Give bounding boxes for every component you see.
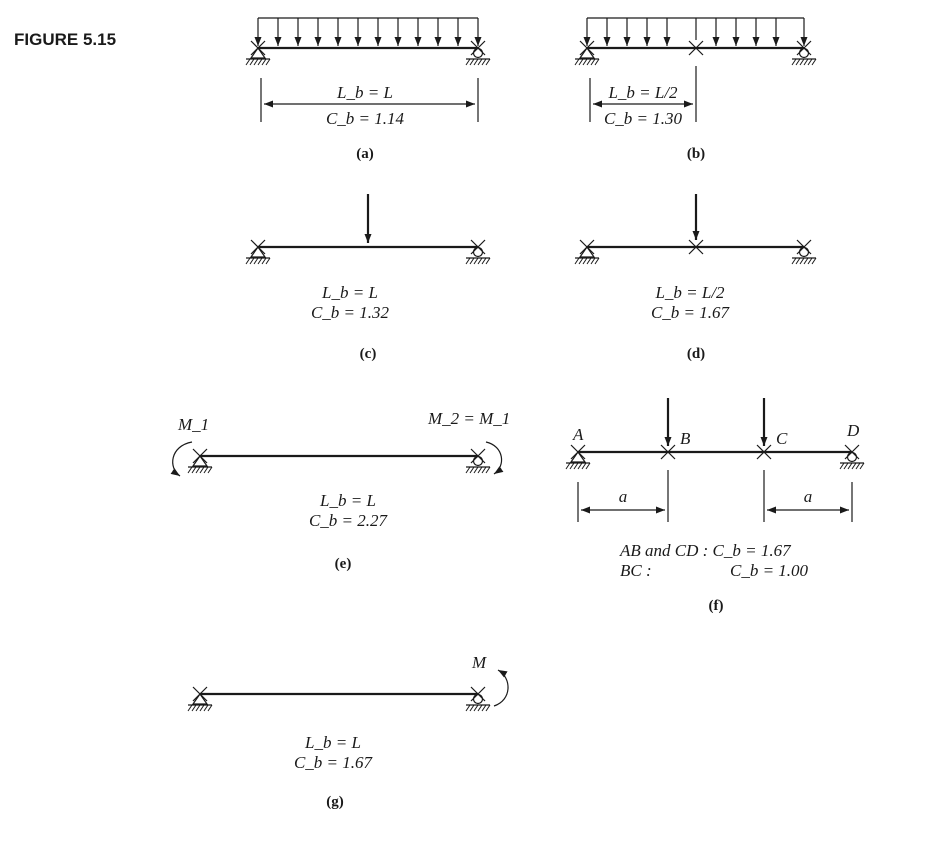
cb-label: C_b = 2.27 <box>308 511 388 530</box>
lb-label: L_b = L <box>337 83 393 102</box>
case-c <box>246 194 490 362</box>
cb-label: C_b = 1.67 <box>650 303 730 322</box>
lb-label: L_b = L <box>320 491 376 510</box>
pin-support-icon <box>188 449 212 473</box>
moment-left-label: M_1 <box>178 415 210 434</box>
roller-support-icon <box>840 445 864 469</box>
figure-label: FIGURE 5.15 <box>14 30 117 49</box>
roller-support-icon <box>466 449 490 473</box>
caption-c: (c) <box>359 346 377 362</box>
lb-label: L_b = L <box>305 733 361 752</box>
case-f <box>566 398 864 614</box>
cb-bc-label: C_b = 1.00 <box>730 561 809 580</box>
moment-label: M <box>472 653 487 672</box>
point-a-label: A <box>573 425 584 444</box>
cb-label: C_b = 1.30 <box>603 109 683 128</box>
cb-ab-cd-label: AB and CD : C_b = 1.67 <box>620 541 791 560</box>
case-d <box>575 194 816 362</box>
caption-a: (a) <box>356 146 374 162</box>
lb-label: L_b = L/2 <box>655 283 725 302</box>
dimension-a-label: a <box>618 487 628 506</box>
caption-d: (d) <box>686 346 706 362</box>
dimension-a-label: a <box>803 487 813 506</box>
point-d-label: D <box>847 421 860 440</box>
cb-label: C_b = 1.32 <box>310 303 390 322</box>
pin-support-icon <box>575 240 599 264</box>
caption-e: (e) <box>334 556 352 572</box>
point-c-label: C <box>776 429 788 448</box>
pin-support-icon <box>188 687 212 711</box>
lb-label: L_b = L <box>322 283 378 302</box>
cb-label: C_b = 1.67 <box>293 753 373 772</box>
moment-right-label: M_2 = M_1 <box>428 409 511 428</box>
caption-g: (g) <box>326 794 344 810</box>
case-e <box>173 409 511 572</box>
roller-support-icon <box>466 687 490 711</box>
caption-f: (f) <box>708 598 724 614</box>
cb-label: C_b = 1.14 <box>325 109 405 128</box>
roller-support-icon <box>466 240 490 264</box>
pin-support-icon <box>566 445 590 469</box>
case-g <box>188 653 508 810</box>
moment-arrow-icon <box>494 670 508 706</box>
lb-label: L_b = L/2 <box>608 83 678 102</box>
roller-support-icon <box>792 240 816 264</box>
distributed-load-arrows <box>258 18 478 46</box>
pin-support-icon <box>246 240 270 264</box>
bc-label: BC : <box>620 561 652 580</box>
distributed-load-arrows <box>587 18 804 46</box>
case-b <box>575 18 816 162</box>
point-b-label: B <box>680 429 691 448</box>
caption-b: (b) <box>686 146 706 162</box>
case-a <box>246 18 490 162</box>
